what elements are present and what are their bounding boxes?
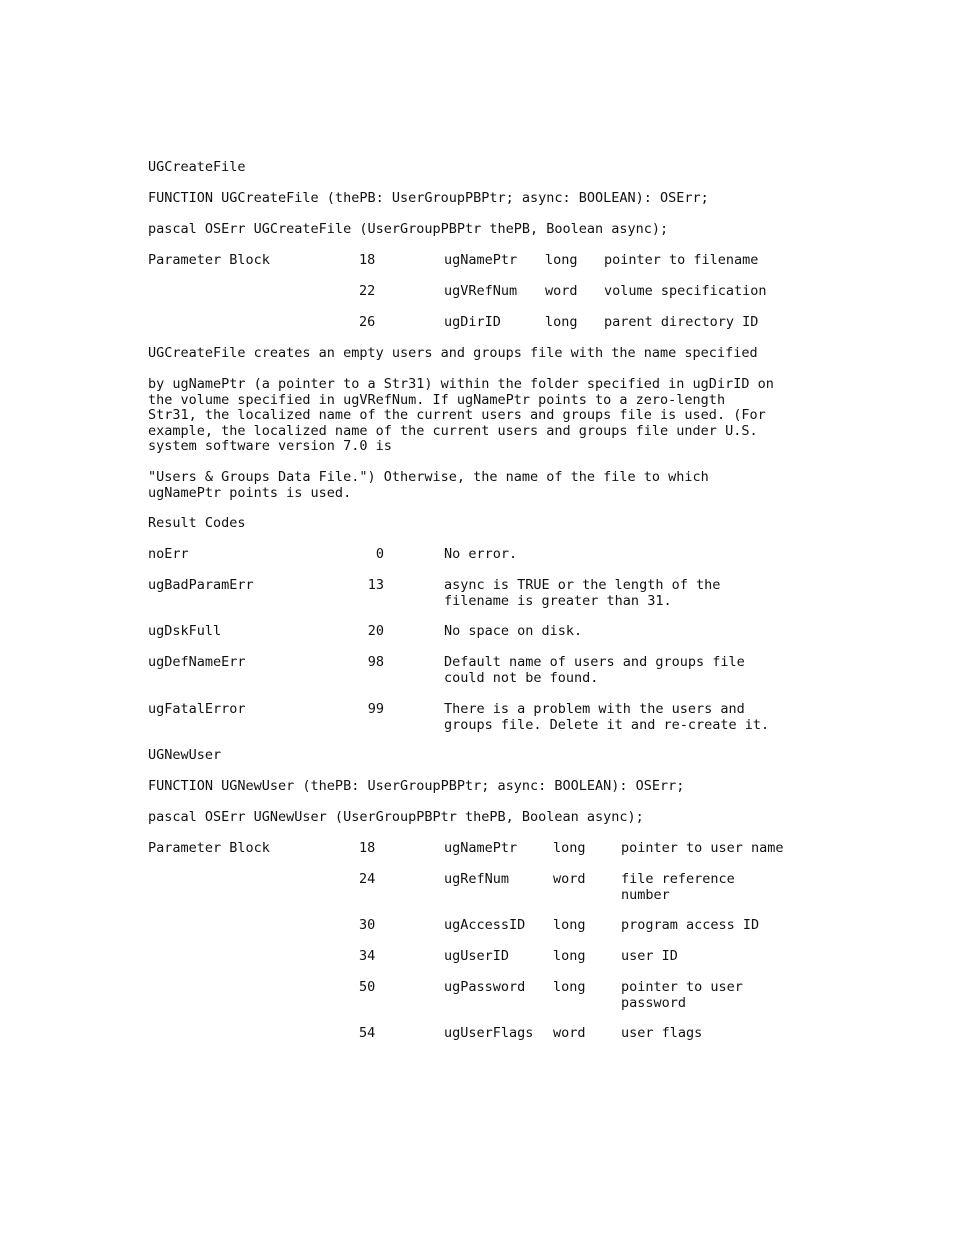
param-description: program access ID [621, 917, 760, 933]
param-type: long [553, 917, 586, 933]
param-offset: 50 [359, 979, 376, 995]
param-description: number [621, 886, 670, 903]
param-description: pointer to user [621, 979, 743, 995]
function-declaration: FUNCTION UGNewUser (thePB: UserGroupPBPtr; async: BOOLEAN): OSErr; [148, 778, 685, 794]
parameter-block-label: Parameter Block [148, 252, 270, 268]
param-offset: 54 [359, 1025, 376, 1041]
param-type: word [553, 871, 586, 887]
param-offset: 18 [359, 840, 376, 856]
param-description: pointer to filename [604, 252, 759, 268]
result-code-description: No space on disk. [444, 623, 583, 639]
param-description: file reference [621, 871, 735, 887]
param-description: volume specification [604, 283, 767, 299]
param-type: long [553, 979, 586, 995]
body-paragraph-line: "Users & Groups Data File.") Otherwise, the name of the file to which [148, 469, 709, 485]
function-declaration: FUNCTION UGCreateFile (thePB: UserGroupPBPtr; async: BOOLEAN): OSErr; [148, 190, 709, 206]
parameter-block-label: Parameter Block [148, 840, 270, 856]
body-paragraph: UGCreateFile creates an empty users and groups file with the name specified [148, 345, 758, 361]
result-code-description: groups file. Delete it and re-create it. [444, 716, 770, 733]
param-offset: 30 [359, 917, 376, 933]
param-name: ugUserID [444, 948, 510, 964]
body-paragraph-line: by ugNamePtr (a pointer to a Str31) within the folder specified in ugDirID on [148, 376, 774, 392]
body-paragraph-line: the volume specified in ugVRefNum. If ugNamePtr points to a zero-length [148, 391, 726, 408]
param-name: ugDirID [444, 314, 501, 330]
param-name: ugVRefNum [444, 283, 518, 299]
result-code-name: noErr [148, 546, 189, 562]
section-heading-ugnewuser: UGNewUser [148, 747, 222, 763]
param-offset: 22 [359, 283, 376, 299]
result-code-name: ugBadParamErr [148, 577, 254, 593]
result-code-name: ugDskFull [148, 623, 222, 639]
param-name: ugNamePtr [444, 252, 518, 268]
result-code-description: There is a problem with the users and [444, 701, 745, 717]
param-type: long [553, 948, 586, 964]
result-code-value: 13 [367, 577, 384, 593]
result-code-name: ugDefNameErr [148, 654, 246, 670]
result-code-value: 99 [367, 701, 384, 717]
result-code-description: filename is greater than 31. [444, 592, 672, 609]
param-type: word [553, 1025, 586, 1041]
param-name: ugRefNum [444, 871, 510, 887]
param-name: ugUserFlags [444, 1025, 534, 1041]
result-code-description: Default name of users and groups file [444, 654, 745, 670]
param-name: ugPassword [444, 979, 526, 995]
param-name: ugNamePtr [444, 840, 518, 856]
param-type: long [545, 252, 578, 268]
body-paragraph-line: example, the localized name of the current users and groups file under U.S. [148, 422, 758, 439]
param-description: user ID [621, 948, 678, 964]
param-name: ugAccessID [444, 917, 526, 933]
result-code-name: ugFatalError [148, 701, 246, 717]
result-code-value: 20 [367, 623, 384, 639]
param-offset: 34 [359, 948, 376, 964]
result-code-value: 98 [367, 654, 384, 670]
body-paragraph-line: ugNamePtr points is used. [148, 484, 352, 501]
param-description: user flags [621, 1025, 703, 1041]
result-code-value: 0 [375, 546, 384, 562]
param-offset: 26 [359, 314, 376, 330]
section-heading-ugcreatefile: UGCreateFile [148, 159, 246, 175]
param-offset: 18 [359, 252, 376, 268]
result-codes-label: Result Codes [148, 515, 246, 531]
param-type: word [545, 283, 578, 299]
param-offset: 24 [359, 871, 376, 887]
c-declaration: pascal OSErr UGNewUser (UserGroupPBPtr thePB, Boolean async); [148, 809, 644, 825]
body-paragraph-line: Str31, the localized name of the current users and groups file is used. (For [148, 407, 766, 423]
param-type: long [545, 314, 578, 330]
param-description: password [621, 994, 687, 1011]
result-code-description: async is TRUE or the length of the [444, 577, 721, 593]
param-type: long [553, 840, 586, 856]
c-declaration: pascal OSErr UGCreateFile (UserGroupPBPtr thePB, Boolean async); [148, 221, 669, 237]
param-description: pointer to user name [621, 840, 784, 856]
result-code-description: No error. [444, 546, 518, 562]
body-paragraph-line: system software version 7.0 is [148, 438, 392, 454]
param-description: parent directory ID [604, 314, 759, 330]
result-code-description: could not be found. [444, 669, 599, 686]
